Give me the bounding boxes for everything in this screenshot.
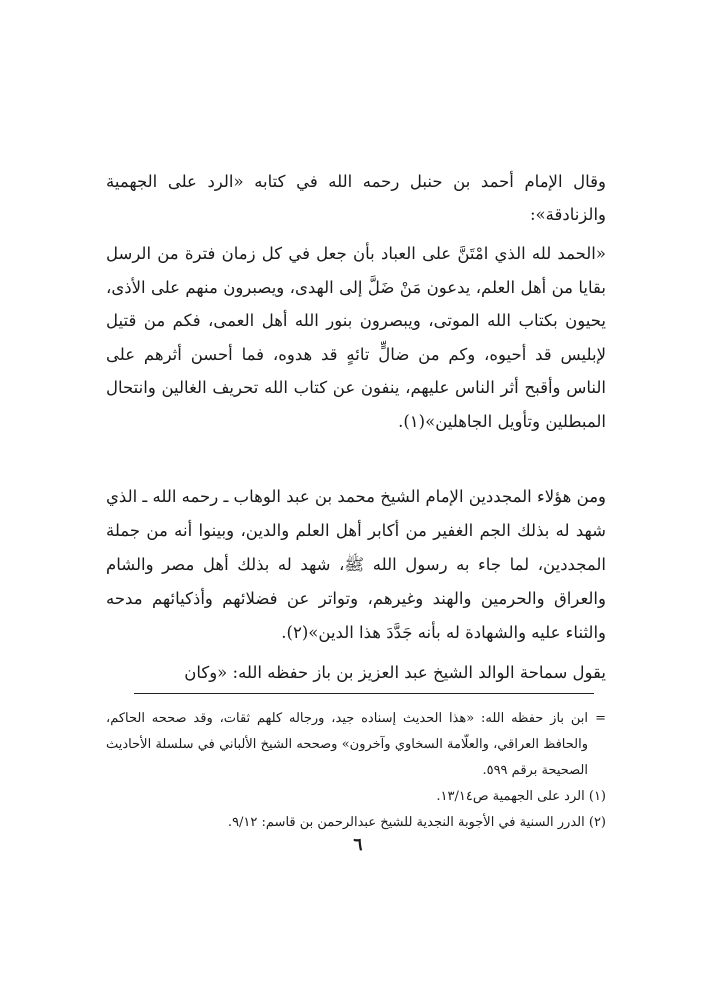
paragraph-ibn-abdulwahhab: ومن هؤلاء المجددين الإمام الشيخ محمد بن عبد الوهاب ـ رحمه الله ـ الذي شهد له بذلك الجم الغفير من أكابر أهل العلم والدين، وبينوا أنه من جملة المجددين، لما جاء به رسول الله ﷺ، شهد له بذلك أهل مصر والشام والعراق والحرمين والهند وغيرهم، وتواتر عن فضلائهم وأذكيائهم مدحه والثناء عليه والشهادة له بأنه جَدَّدَ هذا الدين»(٢). <box>106 487 606 642</box>
footnote-continuation <box>106 706 606 784</box>
footnotes <box>106 706 606 836</box>
paragraph-imam-ahmad-intro: وقال الإمام أحمد بن حنبل رحمه الله في كتابه «الرد على الجهمية والزنادقة»: <box>106 172 606 224</box>
continuation-marker: = <box>595 711 606 726</box>
paragraph-imam-ahmad-quote: «الحمد لله الذي امْتَنَّ على العباد بأن جعل في كل زمان فترة من الرسل بقايا من أهل العلم، يدعون مَنْ ضَلَّ إلى الهدى، ويصبرون منهم على الأذى، يحيون بكتاب الله الموتى، ويبصرون بنور الله أهل العمى، فكم من قتيل لإبليس قد أحيوه، وكم من ضالٍّ تائهٍ قد هدوه، فما أحسن أثرهم على الناس وأقبح أثر الناس عليهم، ينفون عن كتاب الله تحريف الغالين وانتحال المبطلين وتأويل الجاهلين»(١). <box>106 244 606 431</box>
page-number: ٦ <box>353 835 363 855</box>
paragraph-ibn-baz-quote-start: يقول سماحة الوالد الشيخ عبد العزيز بن باز حفظه الله: «وكان <box>184 663 606 682</box>
footnote-continuation-text: ابن باز حفظه الله: «هذا الحديث إسناده جيد، ورجاله كلهم ثقات، وقد صححه الحاكم، والحافظ العراقي، والعلّامة السخاوي وآخرون» وصححه الشيخ الألباني في سلسلة الأحاديث الصحيحة برقم ٥٩٩. <box>106 711 588 778</box>
footnote-1: (١) الرد على الجهمية ص١٣/١٤. <box>436 789 606 804</box>
footnote-2: (٢) الدرر السنية في الأجوبة النجدية للشيخ عبدالرحمن بن قاسم: ٩/١٢. <box>227 815 606 830</box>
footnote-separator <box>134 693 594 694</box>
